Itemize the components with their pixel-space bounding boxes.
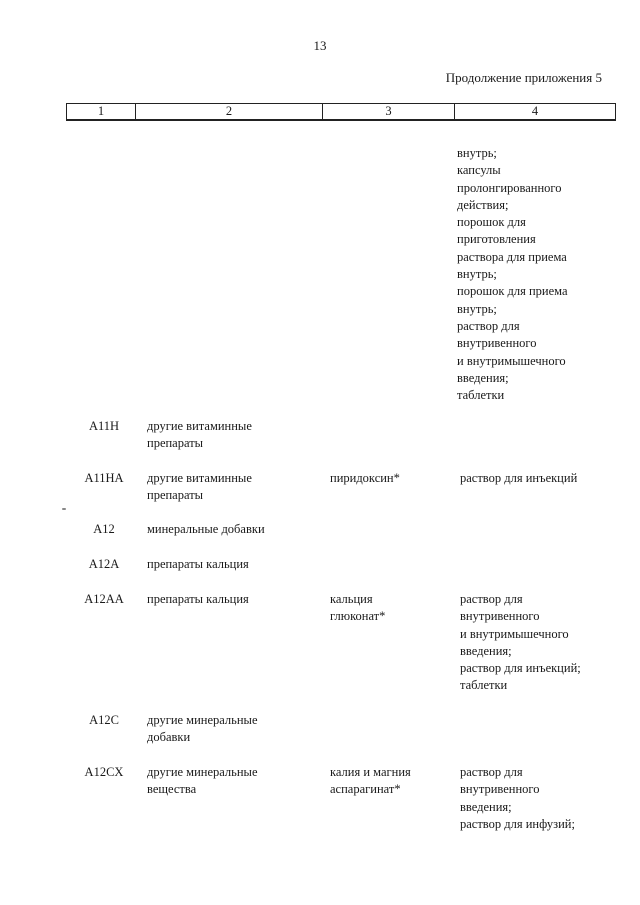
group-name: препараты кальция bbox=[147, 557, 249, 571]
carryover-dosage-forms: внутрь; капсулы пролонгированного действия; порошок для приготовления раствора для приема внутрь; порошок для приема внутрь; раствор для внутривенного и внутримышечного введения; таблетки bbox=[457, 146, 568, 403]
dosage-form: раствор для внутривенного и внутримышечного введения; раствор для инъекций; таблетки bbox=[460, 592, 581, 693]
header-col-3: 3 bbox=[323, 104, 455, 120]
group-name: другие витаминные препараты bbox=[147, 471, 252, 503]
group-name: другие минеральные добавки bbox=[147, 713, 258, 745]
atc-code: A11H bbox=[88, 419, 120, 433]
header-col-1: 1 bbox=[67, 104, 136, 120]
header-col-4: 4 bbox=[455, 104, 616, 120]
group-name: другие витаминные препараты bbox=[147, 419, 252, 451]
header-col-2: 2 bbox=[136, 104, 323, 120]
drug-name: кальция глюконат* bbox=[330, 592, 386, 624]
header-divider bbox=[66, 120, 616, 121]
atc-code: A11HA bbox=[84, 471, 124, 485]
atc-code: A12 bbox=[93, 522, 115, 536]
group-name: препараты кальция bbox=[147, 592, 249, 606]
table-header bbox=[66, 103, 616, 120]
atc-code: A12AA bbox=[84, 592, 124, 606]
drug-name: калия и магния аспарагинат* bbox=[330, 765, 411, 797]
drug-name: пиридоксин* bbox=[330, 471, 400, 485]
dosage-form: раствор для инъекций bbox=[460, 471, 578, 485]
scan-speck bbox=[62, 508, 66, 510]
page-number: 13 bbox=[313, 38, 327, 53]
atc-code: A12CX bbox=[84, 765, 124, 779]
group-name: другие минеральные вещества bbox=[147, 765, 258, 797]
atc-code: A12A bbox=[88, 557, 120, 571]
continuation-label: Продолжение приложения 5 bbox=[445, 70, 602, 85]
group-name: минеральные добавки bbox=[147, 522, 265, 536]
atc-code: A12C bbox=[89, 713, 119, 727]
dosage-form: раствор для внутривенного введения; раствор для инфузий; bbox=[460, 765, 575, 831]
